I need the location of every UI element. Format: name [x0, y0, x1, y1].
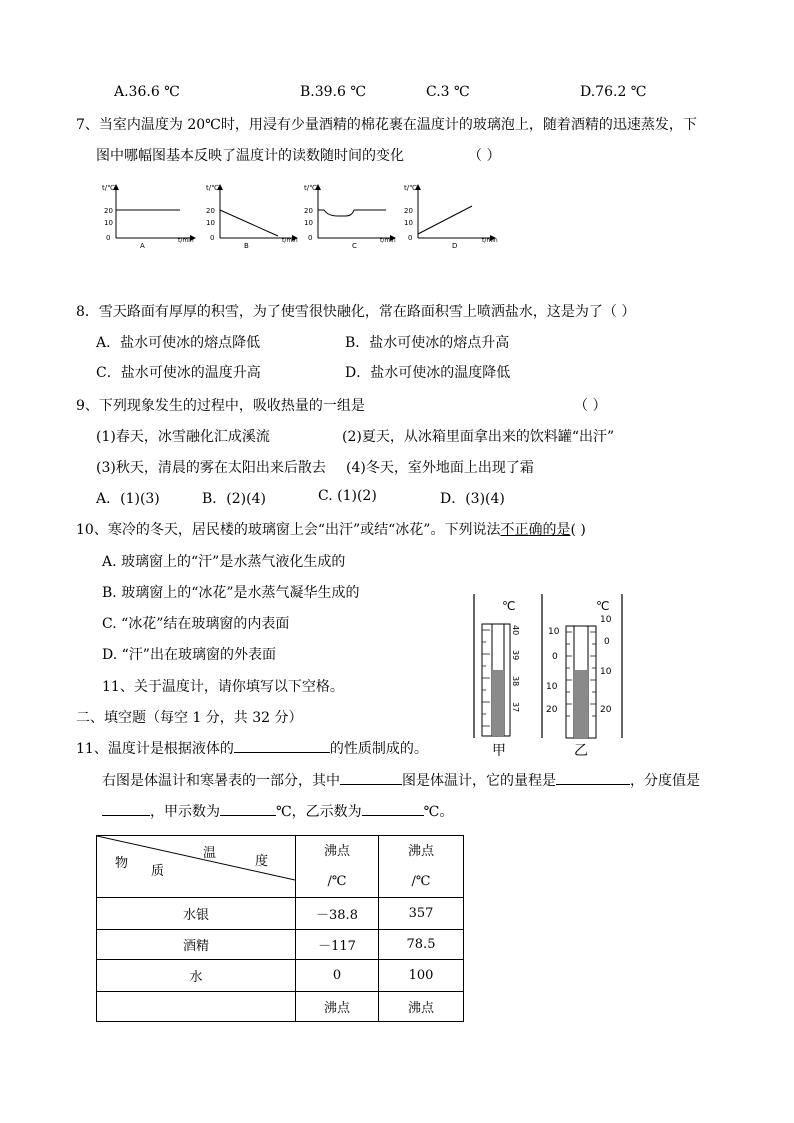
graph-d-tick-20: 20 — [404, 207, 413, 215]
q9-phenomenon-1: (1)春天，冰雪融化汇成溪流 — [96, 429, 270, 445]
graph-b — [206, 184, 298, 250]
cell-value: 100 — [379, 960, 464, 992]
graph-c-tick-20: 20 — [304, 207, 313, 215]
q11-line1-text: 11、温度计是根据液体的 — [76, 741, 234, 757]
q6-option-a: A.36.6 ℃ — [114, 84, 180, 100]
q8-option-a: A．盐水可使冰的熔点降低 — [96, 335, 261, 351]
q11-line2 — [102, 770, 700, 790]
q7-stem-line2: 图中哪幅图基本反映了温度计的读数随时间的变化 — [96, 148, 404, 164]
cell-value: 78.5 — [379, 930, 464, 960]
q11-line2-text-a: 右图是体温计和寒暑表的一部分，其中 — [102, 773, 340, 789]
q11-line3 — [102, 801, 453, 821]
graph-d — [404, 184, 498, 250]
graph-d-label: D — [452, 242, 458, 250]
jia-tick-39: 39 — [511, 650, 520, 661]
cell-value: 357 — [379, 898, 464, 930]
q11-line1 — [76, 738, 428, 758]
jia-tick-38: 38 — [511, 676, 520, 687]
q9-phenomenon-4: (4)冬天，室外地面上出现了霜 — [346, 460, 534, 476]
q7-stem-line1: 7、当室内温度为 20℃时，用浸有少量酒精的棉花裹在温度计的玻璃泡上，随着酒精的迅速蒸发，下 — [76, 117, 697, 133]
cell-substance — [97, 992, 296, 1022]
graph-d-xlabel: t/min — [482, 237, 498, 244]
q11-blank-range[interactable] — [556, 770, 630, 785]
table-row — [97, 930, 464, 960]
q9-option-c: C. (1)(2) — [318, 488, 377, 504]
graph-d-tick-10: 10 — [404, 219, 413, 227]
q10-stem-text: 10、寒冷的冬天，居民楼的玻璃窗上会“出汗”或结“冰花”。下列说法 — [76, 522, 501, 538]
yi-liquid — [574, 670, 588, 738]
q10-option-c: C. “冰花”结在玻璃窗的内表面 — [102, 616, 290, 632]
q9-option-a: A．(1)(3) — [96, 491, 160, 507]
jia-tick-40: 40 — [511, 625, 520, 636]
yi-unit: ℃ — [596, 599, 610, 613]
graph-a-xlabel: t/min — [178, 237, 194, 244]
graph-a-tick-0: 0 — [106, 234, 111, 242]
q9-phenomenon-2: (2)夏天，从冰箱里面拿出来的饮料罐“出汗” — [342, 429, 615, 445]
q11-line3-text-b: ℃，乙示数为 — [276, 804, 362, 820]
q7-answer-paren: （ ） — [468, 148, 501, 164]
q11-blank-jia[interactable] — [220, 801, 276, 816]
q10-option-b: B. 玻璃窗上的“冰花”是水蒸气凝华生成的 — [102, 585, 360, 601]
q9-option-d: D．(3)(4) — [440, 491, 505, 507]
yi-right-tick-neg10: 10 — [600, 667, 612, 677]
section-2-title: 二、填空题（每空 1 分，共 32 分） — [76, 710, 303, 726]
q10-stem-underlined: 不正确的是 — [500, 522, 571, 538]
q8-option-d: D．盐水可使冰的温度降低 — [345, 365, 511, 381]
cell-substance: 水 — [97, 960, 296, 992]
q8-option-c: C．盐水可使冰的温度升高 — [96, 365, 261, 381]
graph-b-ylabel: t/℃ — [206, 184, 219, 192]
q9-stem: 9、下列现象发生的过程中，吸收热量的一组是 — [76, 398, 365, 414]
q8-option-b: B．盐水可使冰的熔点升高 — [345, 335, 510, 351]
q11-line3-text-c: ℃。 — [423, 804, 454, 820]
graph-a-ylabel: t/℃ — [102, 184, 115, 192]
q11-blank-which[interactable] — [340, 770, 402, 785]
q6-option-d: D.76.2 ℃ — [580, 84, 647, 100]
graph-d-ylabel: t/℃ — [404, 184, 417, 192]
jia-unit: ℃ — [502, 599, 516, 613]
jia-mercury — [492, 670, 504, 736]
graph-b-label: B — [244, 242, 249, 250]
yi-right-tick-10: 10 — [600, 615, 612, 625]
q9-option-b: B．(2)(4) — [202, 491, 266, 507]
cell-value: －117 — [296, 930, 379, 960]
cell-value: －38.8 — [296, 898, 379, 930]
cell-value: 沸点 — [296, 992, 379, 1022]
cell-value: 0 — [296, 960, 379, 992]
graph-c-tick-10: 10 — [304, 219, 313, 227]
graph-b-tick-10: 10 — [206, 219, 215, 227]
header-zhi: 质 — [151, 864, 165, 879]
q11-heading: 11、关于温度计，请你填写以下空格。 — [102, 679, 344, 695]
graph-c-tick-0: 0 — [308, 234, 313, 242]
header-du: 度 — [255, 854, 269, 869]
graph-a-label: A — [140, 242, 145, 250]
graph-b-line — [220, 210, 278, 236]
cell-substance: 水银 — [97, 898, 296, 930]
table-diagonal-header — [97, 836, 296, 898]
graph-a-tick-20: 20 — [104, 207, 113, 215]
yi-right-tick-neg20: 20 — [600, 705, 612, 715]
graph-b-tick-20: 20 — [206, 207, 215, 215]
q11-line1-suffix: 的性质制成的。 — [329, 741, 428, 757]
thermometer-jia — [474, 594, 520, 759]
q9-answer-paren: （ ） — [574, 398, 607, 414]
q11-blank-division[interactable] — [102, 801, 150, 816]
graph-b-xlabel: t/min — [282, 237, 298, 244]
q11-line2-text-b: 图是体温计，它的量程是 — [402, 773, 556, 789]
yi-left-tick-10: 10 — [548, 627, 560, 637]
boiling-point-table — [96, 835, 464, 1022]
yi-label: 乙 — [574, 743, 588, 759]
graph-c — [304, 184, 396, 250]
graph-b-tick-0: 0 — [210, 234, 215, 242]
q11-blank-property[interactable] — [234, 738, 330, 753]
q11-line2-text-c: ，分度值是 — [630, 773, 700, 789]
yi-right-tick-0: 0 — [604, 637, 610, 647]
q8-stem: 8．雪天路面有厚厚的积雪，为了使雪很快融化，常在路面积雪上喷洒盐水，这是为了（ ） — [76, 304, 636, 320]
yi-left-tick-0: 0 — [552, 652, 558, 662]
yi-left-tick-neg10: 10 — [546, 682, 558, 692]
q11-blank-yi[interactable] — [362, 801, 424, 816]
header-col1: 沸点 /℃ — [296, 836, 379, 898]
q10-stem — [76, 519, 586, 539]
q10-option-d: D. “汗”出在玻璃窗的外表面 — [102, 647, 276, 663]
graph-d-tick-0: 0 — [408, 234, 413, 242]
header-col2: 沸点 /℃ — [379, 836, 464, 898]
graph-a-tick-10: 10 — [104, 219, 113, 227]
graph-a — [102, 184, 196, 250]
q7-graphs — [96, 176, 516, 256]
cell-substance: 酒精 — [97, 930, 296, 960]
table-row — [97, 992, 464, 1022]
q11-line3-text-a: ，甲示数为 — [150, 804, 220, 820]
jia-label: 甲 — [492, 743, 506, 759]
thermometer-figure — [462, 592, 642, 760]
graph-c-ylabel: t/℃ — [304, 184, 317, 192]
graph-c-xlabel: t/min — [380, 237, 396, 244]
q9-phenomenon-3: (3)秋天，清晨的雾在太阳出来后散去 — [96, 460, 326, 476]
q10-option-a: A. 玻璃窗上的“汗”是水蒸气液化生成的 — [102, 554, 346, 570]
table-row — [97, 960, 464, 992]
graph-c-label: C — [352, 242, 357, 250]
header-wu: 物 — [115, 856, 129, 871]
cell-value: 沸点 — [379, 992, 464, 1022]
q10-answer-paren: ( ) — [570, 522, 586, 538]
q6-option-b: B.39.6 ℃ — [300, 84, 367, 100]
yi-left-tick-neg20: 20 — [546, 705, 558, 715]
graph-d-line — [418, 206, 472, 234]
graph-c-line — [318, 210, 386, 216]
table-row — [97, 898, 464, 930]
jia-tick-37: 37 — [511, 702, 520, 713]
header-wen: 温 — [203, 846, 217, 861]
q6-option-c: C.3 ℃ — [426, 84, 470, 100]
table-header-row — [97, 836, 464, 898]
thermometer-yi — [542, 594, 622, 759]
